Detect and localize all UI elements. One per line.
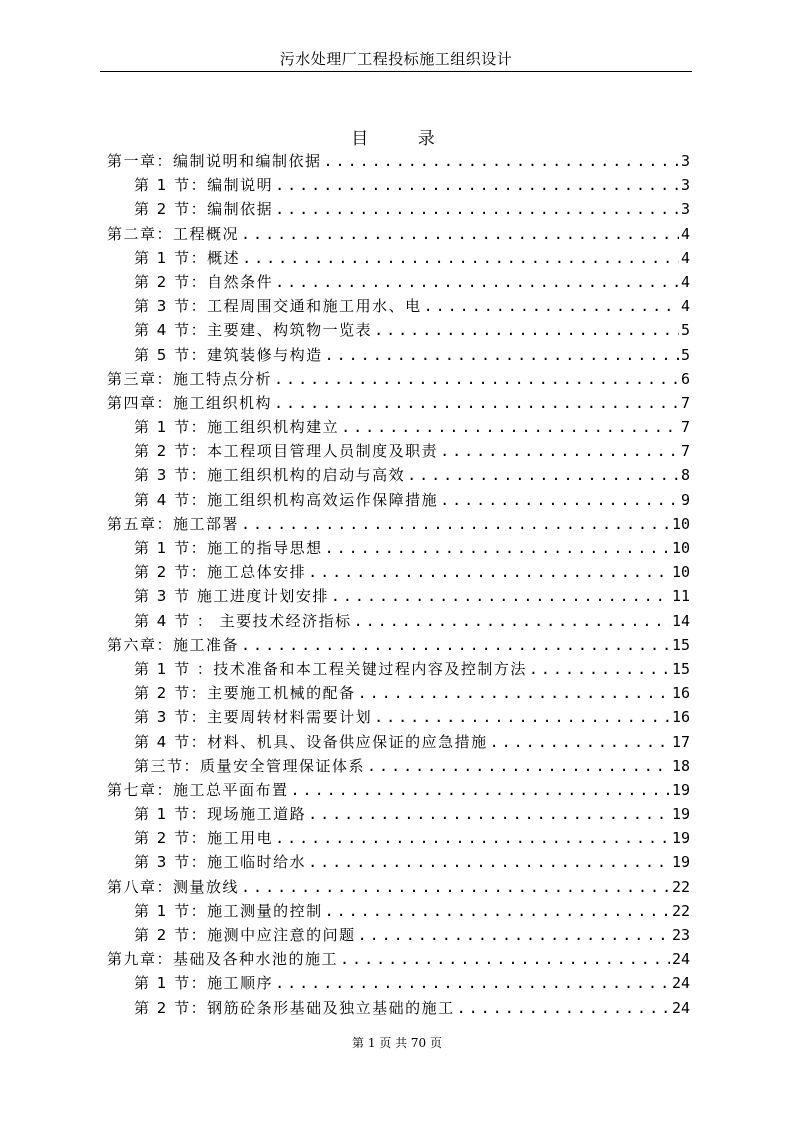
toc-entry-title: 第 1 节 ：技术准备和本工程关键过程内容及控制方法	[134, 659, 527, 678]
toc-heading: 目 录	[351, 129, 457, 149]
toc-page-number: 16	[671, 684, 690, 703]
toc-section-entry[interactable]	[107, 537, 690, 561]
dot-leader	[241, 636, 670, 654]
toc-page-number: 16	[671, 708, 690, 727]
toc-section-entry[interactable]	[107, 585, 690, 609]
toc-page-number: 18	[671, 756, 690, 775]
dot-leader	[241, 515, 670, 533]
toc-entry-title: 第 3 节：施工组织机构的启动与高效	[134, 466, 406, 485]
toc-page-number: 6	[680, 369, 690, 388]
toc-page-number: 10	[671, 514, 690, 533]
toc-entry-title: 第三章：施工特点分析	[107, 369, 273, 388]
toc-page-number: 9	[680, 490, 690, 509]
dot-leader	[325, 902, 670, 920]
toc-entry-title: 第 1 节：现场施工道路	[134, 805, 307, 824]
toc-entry-title: 第 2 节：本工程项目管理人员制度及职责	[134, 442, 439, 461]
toc-section-entry[interactable]	[107, 271, 690, 295]
dot-leader	[490, 733, 670, 751]
toc-entry-title: 第 2 节：编制依据	[134, 200, 274, 219]
toc-page-number: 3	[680, 200, 690, 219]
toc-entry-title: 第 2 节：施测中应注意的问题	[134, 926, 356, 944]
toc-entry-title: 第 1 节：概述	[134, 248, 241, 267]
dot-leader	[308, 805, 670, 823]
toc-entry-title: 第五章：施工部署	[107, 514, 240, 533]
dot-leader	[529, 660, 670, 678]
toc-chapter-entry[interactable]	[107, 150, 690, 174]
dot-leader	[325, 539, 670, 557]
dot-leader	[354, 612, 670, 630]
toc-chapter-entry[interactable]	[107, 948, 690, 972]
toc-section-entry[interactable]	[107, 900, 690, 924]
toc-section-entry[interactable]	[107, 464, 690, 488]
toc-page-number: 8	[680, 466, 690, 485]
toc-entry-title: 第 2 节：施工用电	[134, 829, 274, 848]
toc-section-entry[interactable]	[107, 610, 690, 634]
toc-page-number: 10	[671, 563, 690, 582]
toc-chapter-entry[interactable]	[107, 876, 690, 900]
toc-entry-title: 第 2 节：主要施工机械的配备	[134, 684, 356, 703]
dot-leader	[274, 394, 679, 412]
toc-page-number: 14	[671, 611, 690, 630]
dot-leader	[440, 491, 679, 509]
toc-entry-title: 第 4 节：施工组织机构高效运作保障措施	[134, 490, 439, 509]
toc-entry-title: 第八章：测量放线	[107, 877, 240, 896]
toc-section-entry[interactable]	[107, 803, 690, 827]
toc-entry-title: 第四章：施工组织机构	[107, 393, 273, 412]
toc-section-entry[interactable]	[107, 174, 690, 198]
dot-leader	[275, 273, 679, 291]
dot-leader	[308, 563, 670, 581]
toc-page-number: 15	[671, 635, 690, 654]
dot-leader	[275, 829, 670, 847]
toc-section-entry[interactable]	[107, 561, 690, 585]
toc-section-entry[interactable]	[107, 755, 690, 779]
toc-entry-title: 第 1 节：施工测量的控制	[134, 901, 323, 920]
dot-leader	[340, 950, 670, 968]
toc-page-number: 17	[671, 732, 690, 751]
dot-leader	[407, 466, 679, 484]
toc-page-number: 22	[671, 901, 690, 920]
toc-entry-title: 第 1 节：施工的指导思想	[134, 539, 323, 557]
toc-entry-title: 第六章：施工准备	[107, 635, 240, 654]
toc-entry-title: 第 1 节：施工组织机构建立	[134, 418, 340, 437]
toc-page-number: 11	[671, 587, 690, 606]
toc-page-number: 4	[680, 248, 690, 267]
toc-section-entry[interactable]	[107, 827, 690, 851]
toc-section-entry[interactable]	[107, 851, 690, 875]
toc-entry-title: 第 3 节：主要周转材料需要计划	[134, 708, 373, 727]
dot-leader	[275, 176, 679, 194]
toc-entry-title: 第 3 节：工程周围交通和施工用水、电	[134, 297, 422, 316]
toc-section-entry[interactable]	[107, 440, 690, 464]
running-header-title: 污水处理厂工程投标施工组织设计	[279, 50, 513, 68]
toc-entry-title: 第 2 节：施工总体安排	[134, 563, 307, 582]
toc-entry-title: 第 3 节：施工临时给水	[134, 853, 307, 872]
toc-entry-title: 第二章：工程概况	[107, 224, 240, 243]
toc-page-number: 24	[671, 998, 690, 1017]
dot-leader	[457, 999, 670, 1017]
toc-page-number: 24	[671, 974, 690, 993]
toc-page-number: 5	[680, 345, 690, 364]
toc-page-number: 4	[680, 297, 690, 316]
toc-page-number: 4	[680, 224, 690, 243]
toc-entry-title: 第一章：编制说明和编制依据	[107, 152, 322, 170]
toc-chapter-entry[interactable]	[107, 779, 690, 803]
dot-leader	[308, 853, 670, 871]
table-of-contents	[107, 150, 690, 1021]
toc-section-entry[interactable]	[107, 682, 690, 706]
toc-chapter-entry[interactable]	[107, 513, 690, 537]
toc-page-number: 3	[680, 176, 690, 195]
toc-chapter-entry[interactable]	[107, 223, 690, 247]
toc-entry-title: 第 1 节：施工顺序	[134, 974, 274, 993]
toc-entry-title: 第 1 节：编制说明	[134, 176, 274, 195]
toc-page-number: 7	[680, 418, 690, 437]
toc-section-entry[interactable]	[107, 198, 690, 222]
toc-page-number: 19	[671, 853, 690, 872]
toc-entry-title: 第 2 节：自然条件	[134, 272, 274, 291]
dot-leader	[374, 708, 670, 726]
toc-page-number: 23	[671, 926, 690, 944]
toc-chapter-entry[interactable]	[107, 368, 690, 392]
dot-leader	[358, 926, 670, 944]
toc-page-number: 7	[680, 393, 690, 412]
toc-section-entry[interactable]	[107, 658, 690, 682]
toc-entry-title: 第九章：基础及各种水池的施工	[107, 950, 339, 969]
toc-page-number: 5	[680, 321, 690, 340]
toc-section-entry[interactable]	[107, 489, 690, 513]
dot-leader	[274, 370, 679, 388]
dot-leader	[275, 200, 679, 218]
toc-section-entry[interactable]	[107, 247, 690, 271]
dot-leader	[341, 418, 679, 436]
toc-page-number: 19	[671, 805, 690, 824]
toc-entry-title: 第 4 节：主要建、构筑物一览表	[134, 321, 373, 340]
dot-leader	[241, 878, 670, 896]
toc-entry-title: 第三节：质量安全管理保证体系	[134, 756, 366, 775]
toc-page-number: 24	[671, 950, 690, 969]
toc-entry-title: 第 4 节：材料、机具、设备供应保证的应急措施	[134, 732, 488, 751]
toc-page-number: 4	[680, 272, 690, 291]
toc-entry-title: 第 3 节 施工进度计划安排	[134, 587, 329, 606]
toc-section-entry[interactable]	[107, 997, 690, 1021]
toc-page-number: 15	[671, 659, 690, 678]
page-footer: 第 1 页 共 70 页	[352, 1036, 442, 1050]
toc-section-entry[interactable]	[107, 972, 690, 996]
toc-chapter-entry[interactable]	[107, 392, 690, 416]
toc-section-entry[interactable]	[107, 731, 690, 755]
toc-entry-title: 第 5 节：建筑装修与构造	[134, 345, 323, 364]
dot-leader	[374, 321, 679, 339]
toc-entry-title: 第 2 节：钢筋砼条形基础及独立基础的施工	[134, 998, 455, 1017]
toc-page-number: 7	[680, 442, 690, 461]
toc-entry-title: 第 4 节 ： 主要技术经济指标	[134, 611, 352, 630]
toc-section-entry[interactable]	[107, 295, 690, 319]
dot-leader	[291, 781, 670, 799]
toc-section-entry[interactable]	[107, 416, 690, 440]
dot-leader	[331, 587, 670, 605]
toc-page-number: 3	[680, 152, 690, 170]
dot-leader	[424, 297, 679, 315]
toc-chapter-entry[interactable]	[107, 634, 690, 658]
dot-leader	[325, 346, 679, 364]
toc-entry-title: 第七章：施工总平面布置	[107, 780, 289, 799]
toc-page-number: 22	[671, 877, 690, 896]
toc-section-entry[interactable]	[107, 706, 690, 730]
toc-page-number: 19	[671, 829, 690, 848]
dot-leader	[275, 974, 670, 992]
dot-leader	[440, 442, 679, 460]
dot-leader	[367, 757, 670, 775]
toc-section-entry[interactable]	[107, 344, 690, 368]
header-divider	[100, 71, 692, 72]
dot-leader	[242, 249, 679, 267]
toc-page-number: 10	[671, 539, 690, 557]
toc-page-number: 19	[671, 780, 690, 799]
dot-leader	[358, 684, 670, 702]
dot-leader	[241, 225, 679, 243]
dot-leader	[324, 152, 679, 170]
toc-section-entry[interactable]	[107, 319, 690, 343]
toc-section-entry[interactable]	[107, 924, 690, 948]
